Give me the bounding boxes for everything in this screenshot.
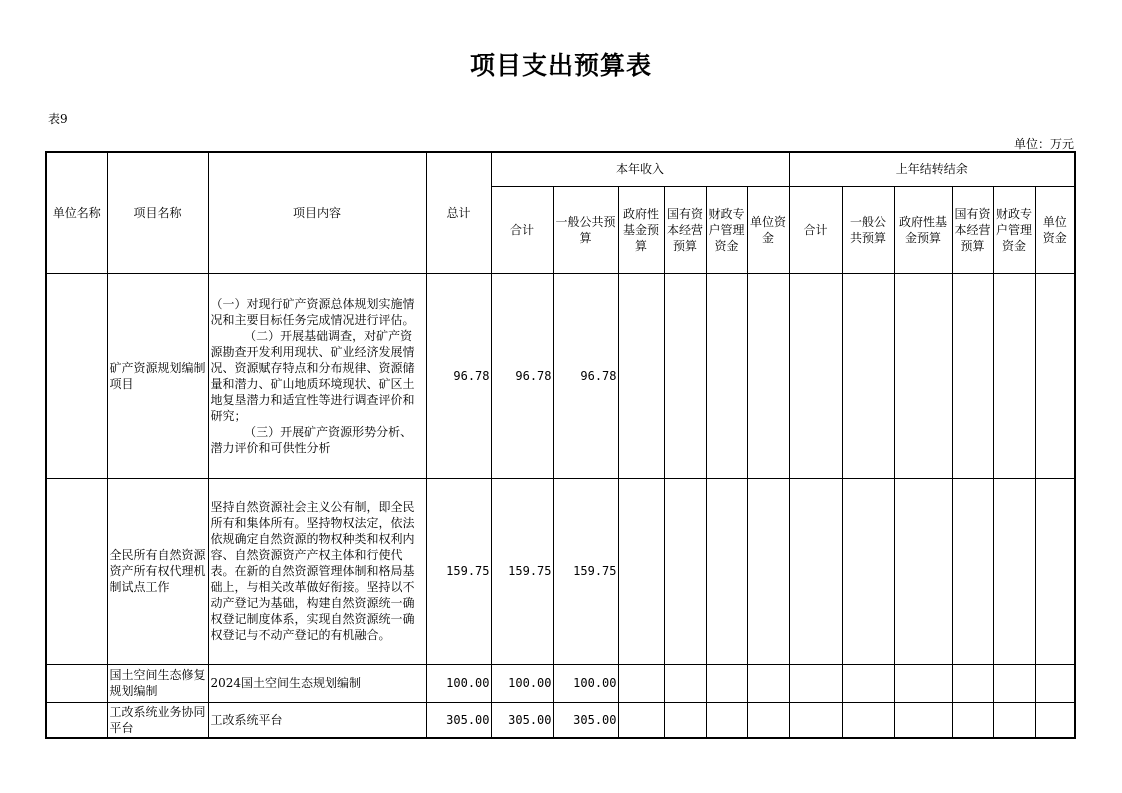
total-cell: 96.78 bbox=[426, 273, 491, 478]
empty-cell bbox=[894, 664, 952, 702]
project-content-cell bbox=[208, 664, 426, 702]
header-fiscal-special: 财政专户管理资金 bbox=[706, 186, 747, 273]
empty-cell bbox=[894, 702, 952, 738]
empty-cell bbox=[894, 478, 952, 664]
general-budget-cell: 100.00 bbox=[553, 664, 618, 702]
empty-cell bbox=[789, 273, 842, 478]
empty-cell bbox=[706, 478, 747, 664]
header-subtotal: 合计 bbox=[491, 186, 553, 273]
project-name-cell: 矿产资源规划编制项目 bbox=[107, 273, 208, 478]
empty-cell bbox=[993, 664, 1035, 702]
empty-cell bbox=[842, 664, 894, 702]
empty-cell bbox=[618, 273, 664, 478]
project-content-cell bbox=[208, 702, 426, 738]
content-paragraph: （一）对现行矿产资源总体规划实施情况和主要目标任务完成情况进行评估。 bbox=[210, 296, 415, 327]
subtotal-cell: 305.00 bbox=[491, 702, 553, 738]
empty-cell bbox=[664, 702, 706, 738]
empty-cell bbox=[1035, 273, 1075, 478]
header-project-content: 项目内容 bbox=[208, 152, 426, 273]
empty-cell bbox=[842, 478, 894, 664]
general-budget-cell: 305.00 bbox=[553, 702, 618, 738]
header-row-1 bbox=[46, 152, 1075, 186]
unit-cell bbox=[46, 702, 107, 738]
unit-cell bbox=[46, 273, 107, 478]
empty-cell bbox=[993, 273, 1035, 478]
header-gov-fund: 政府性基金预算 bbox=[618, 186, 664, 273]
empty-cell bbox=[1035, 478, 1075, 664]
empty-cell bbox=[993, 478, 1035, 664]
empty-cell bbox=[747, 664, 789, 702]
header-project-name: 项目名称 bbox=[107, 152, 208, 273]
empty-cell bbox=[618, 664, 664, 702]
empty-cell bbox=[894, 273, 952, 478]
empty-cell bbox=[747, 702, 789, 738]
subtotal-cell: 96.78 bbox=[491, 273, 553, 478]
empty-cell bbox=[952, 478, 993, 664]
subtotal-cell: 100.00 bbox=[491, 664, 553, 702]
content-paragraph: 2024国土空间生态规划编制 bbox=[210, 676, 362, 690]
empty-cell bbox=[706, 664, 747, 702]
unit-label: 单位：万元 bbox=[1013, 137, 1074, 151]
empty-cell bbox=[842, 273, 894, 478]
empty-cell bbox=[789, 478, 842, 664]
empty-cell bbox=[618, 478, 664, 664]
content-paragraph: （三）开展矿产资源形势分析、潜力评价和可供性分析 bbox=[210, 424, 413, 455]
empty-cell bbox=[789, 702, 842, 738]
empty-cell bbox=[706, 702, 747, 738]
header-prior-gov-fund: 政府性基金预算 bbox=[894, 186, 952, 273]
project-name-cell: 全民所有自然资源资产所有权代理机制试点工作 bbox=[107, 478, 208, 664]
empty-cell bbox=[664, 478, 706, 664]
budget-table bbox=[45, 151, 1076, 739]
empty-cell bbox=[952, 664, 993, 702]
page-title: 项目支出预算表 bbox=[469, 51, 652, 80]
project-name-cell: 国土空间生态修复规划编制 bbox=[107, 664, 208, 702]
empty-cell bbox=[993, 702, 1035, 738]
header-current-income: 本年收入 bbox=[491, 152, 789, 186]
project-content-cell bbox=[208, 478, 426, 664]
table-row bbox=[46, 273, 1075, 478]
total-cell: 305.00 bbox=[426, 702, 491, 738]
table-row bbox=[46, 478, 1075, 664]
empty-cell bbox=[664, 664, 706, 702]
total-cell: 159.75 bbox=[426, 478, 491, 664]
header-state-capital: 国有资本经营预算 bbox=[664, 186, 706, 273]
header-prior-fiscal-special: 财政专户管理资金 bbox=[993, 186, 1035, 273]
content-paragraph: 工改系统平台 bbox=[210, 712, 283, 727]
empty-cell bbox=[664, 273, 706, 478]
header-total: 总计 bbox=[426, 152, 491, 273]
empty-cell bbox=[706, 273, 747, 478]
table-row bbox=[46, 664, 1075, 702]
empty-cell bbox=[842, 702, 894, 738]
table-id-label: 表9 bbox=[48, 112, 68, 126]
header-prior-subtotal: 合计 bbox=[789, 186, 842, 273]
empty-cell bbox=[747, 478, 789, 664]
empty-cell bbox=[952, 702, 993, 738]
project-name-cell: 工改系统业务协同平台 bbox=[107, 702, 208, 738]
empty-cell bbox=[1035, 702, 1075, 738]
empty-cell bbox=[789, 664, 842, 702]
general-budget-cell: 159.75 bbox=[553, 478, 618, 664]
header-unit-name: 单位名称 bbox=[46, 152, 107, 273]
content-paragraph: （二）开展基础调查，对矿产资源勘查开发利用现状、矿业经济发展情况、资源赋存特点和分布规律、资源储量和潜力、矿山地质环境现状、矿区土地复垦潜力和适宜性等进行调查评价和研究； bbox=[210, 328, 415, 423]
header-general-budget: 一般公共预算 bbox=[553, 186, 618, 273]
empty-cell bbox=[952, 273, 993, 478]
general-budget-cell: 96.78 bbox=[553, 273, 618, 478]
total-cell: 100.00 bbox=[426, 664, 491, 702]
empty-cell bbox=[747, 273, 789, 478]
unit-cell bbox=[46, 478, 107, 664]
empty-cell bbox=[618, 702, 664, 738]
project-content-cell bbox=[208, 273, 426, 478]
header-prior-general-budget: 一般公共预算 bbox=[842, 186, 894, 273]
unit-cell bbox=[46, 664, 107, 702]
header-unit-funds: 单位资金 bbox=[747, 186, 789, 273]
subtotal-cell: 159.75 bbox=[491, 478, 553, 664]
header-prior-unit-funds: 单位资金 bbox=[1035, 186, 1075, 273]
content-paragraph: 坚持自然资源社会主义公有制，即全民所有和集体所有。坚持物权法定，依法依规确定自然资源的物权种类和权利内容、自然资源资产产权主体和行使代表。在新的自然资源管理体制和格局基础上，与相关改革做好衔接。坚持以不动产登记为基础，构建自然资源统一确权登记制度体系，实现自然资源统一确权登记与不动产登记的有机融合。 bbox=[210, 500, 415, 642]
table-row bbox=[46, 702, 1075, 738]
empty-cell bbox=[1035, 664, 1075, 702]
header-prior-state-capital: 国有资本经营预算 bbox=[952, 186, 993, 273]
header-prior-carryover: 上年结转结余 bbox=[789, 152, 1075, 186]
